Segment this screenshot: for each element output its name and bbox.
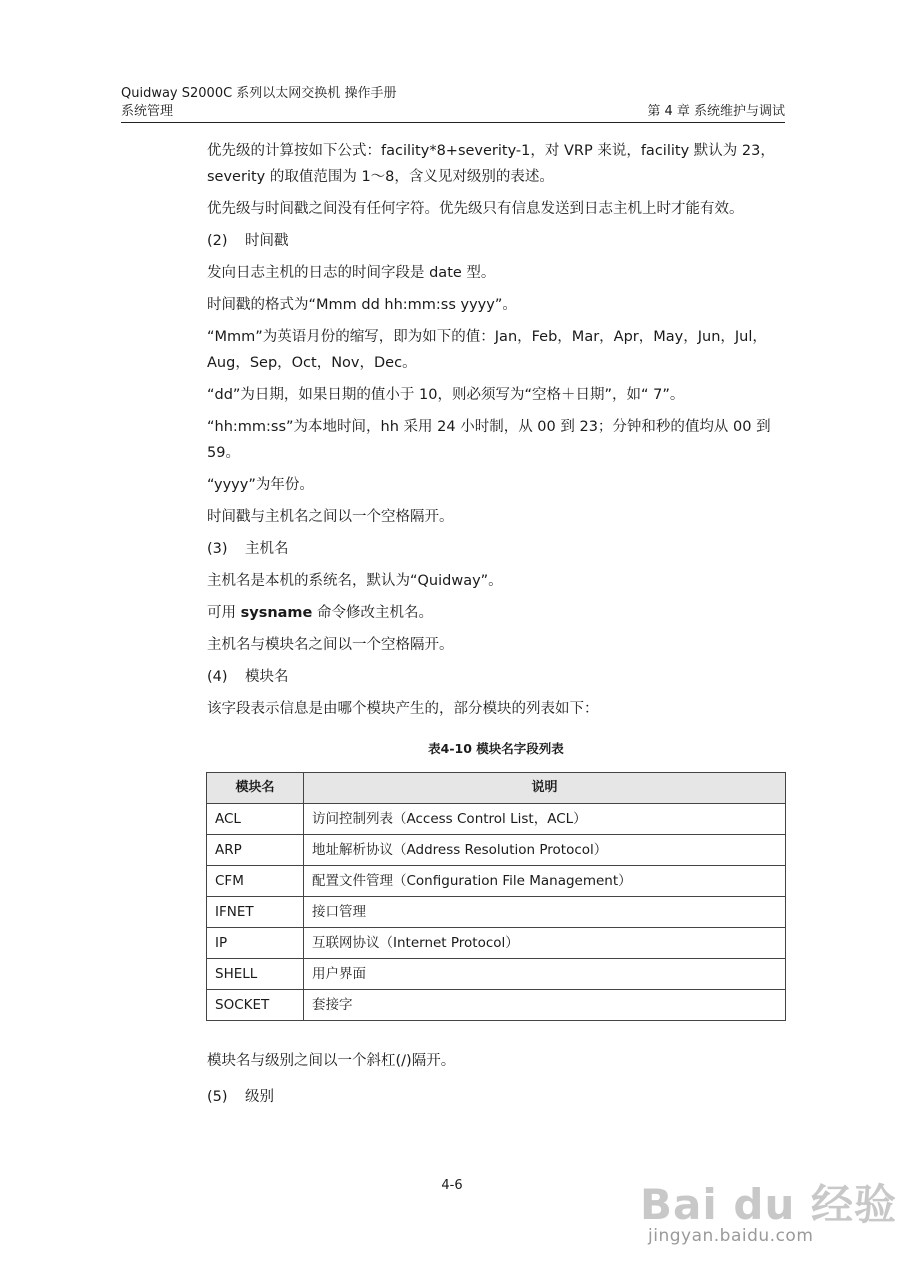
- table-row: [207, 928, 786, 959]
- description-cell: 地址解析协议（Address Resolution Protocol）: [304, 835, 786, 866]
- page-number: 4-6: [441, 1178, 463, 1193]
- paragraph: 模块名与级别之间以一个斜杠(/)隔开。: [207, 1053, 456, 1069]
- paragraph: “Mmm”为英语月份的缩写，即为如下的值：Jan，Feb，Mar，Apr，May，Jun，Jul，Aug，Sep，Oct，Nov，Dec。: [207, 329, 767, 371]
- manual-title: Quidway S2000C 系列以太网交换机 操作手册: [121, 86, 397, 101]
- description-cell: 接口管理: [304, 897, 786, 928]
- module-cell: SHELL: [207, 959, 304, 990]
- section-name: 系统管理: [121, 104, 174, 119]
- column-header: 说明: [304, 773, 786, 804]
- text: 命令修改主机名。: [312, 605, 433, 621]
- module-cell: ARP: [207, 835, 304, 866]
- section-number: (3): [207, 541, 228, 557]
- table-row: [207, 835, 786, 866]
- paragraph: “dd”为日期，如果日期的值小于 10，则必须写为“空格＋日期”，如“ 7”。: [207, 387, 685, 403]
- module-table: [206, 772, 786, 1021]
- table-header-row: [207, 773, 786, 804]
- paragraph: “hh:mm:ss”为本地时间，hh 采用 24 小时制，从 00 到 23；分钟和秒的值均从 00 到 59。: [207, 419, 771, 461]
- section-heading-module: [207, 664, 785, 690]
- command-sysname: sysname: [240, 605, 313, 621]
- section-title: 时间戳: [245, 233, 289, 249]
- module-cell: CFM: [207, 866, 304, 897]
- section-title: 模块名: [245, 669, 289, 685]
- module-cell: ACL: [207, 804, 304, 835]
- column-header: 模块名: [207, 773, 304, 804]
- paragraph: 发向日志主机的日志的时间字段是 date 型。: [207, 265, 496, 281]
- module-cell: SOCKET: [207, 990, 304, 1021]
- table-row: [207, 804, 786, 835]
- paragraph: “yyyy”为年份。: [207, 477, 314, 493]
- description-cell: 套接字: [304, 990, 786, 1021]
- module-cell: IP: [207, 928, 304, 959]
- table-row: [207, 866, 786, 897]
- paragraph: 时间戳的格式为“Mmm dd hh:mm:ss yyyy”。: [207, 297, 517, 313]
- section-number: (2): [207, 233, 228, 249]
- watermark-logo: Bai du 经验: [640, 1180, 897, 1229]
- section-title: 级别: [245, 1089, 274, 1105]
- table-row: [207, 959, 786, 990]
- header-row: [121, 104, 785, 123]
- section-heading-timestamp: [207, 228, 785, 254]
- paragraph: 优先级的计算按如下公式：facility*8+severity-1，对 VRP 来说，facility 默认为 23，severity 的取值范围为 1～8，含义见对级别的表述。: [207, 143, 775, 185]
- section-heading-hostname: [207, 536, 785, 562]
- paragraph: 优先级与时间戳之间没有任何字符。优先级只有信息发送到日志主机上时才能有效。: [207, 201, 744, 217]
- description-cell: 访问控制列表（Access Control List，ACL）: [304, 804, 786, 835]
- watermark-url: jingyan.baidu.com: [648, 1226, 814, 1246]
- table-row: [207, 897, 786, 928]
- paragraph: 该字段表示信息是由哪个模块产生的，部分模块的列表如下：: [207, 701, 599, 717]
- paragraph: 主机名与模块名之间以一个空格隔开。: [207, 637, 454, 653]
- paragraph: 时间戳与主机名之间以一个空格隔开。: [207, 509, 454, 525]
- paragraph: 主机名是本机的系统名，默认为“Quidway”。: [207, 573, 503, 589]
- table-row: [207, 990, 786, 1021]
- section-title: 主机名: [245, 541, 289, 557]
- text: 可用: [207, 605, 241, 621]
- description-cell: 配置文件管理（Configuration File Management）: [304, 866, 786, 897]
- section-number: (5): [207, 1089, 228, 1105]
- paragraph-sysname: [207, 600, 785, 626]
- page-header: [121, 86, 785, 123]
- table-caption: 表4-10 模块名字段列表: [428, 741, 564, 756]
- page-body-after-table: [207, 1048, 455, 1120]
- page-body: [207, 138, 785, 1021]
- section-heading-level: [207, 1084, 455, 1110]
- chapter-name: 第 4 章 系统维护与调试: [647, 104, 785, 119]
- description-cell: 互联网协议（Internet Protocol）: [304, 928, 786, 959]
- description-cell: 用户界面: [304, 959, 786, 990]
- section-number: (4): [207, 669, 228, 685]
- module-cell: IFNET: [207, 897, 304, 928]
